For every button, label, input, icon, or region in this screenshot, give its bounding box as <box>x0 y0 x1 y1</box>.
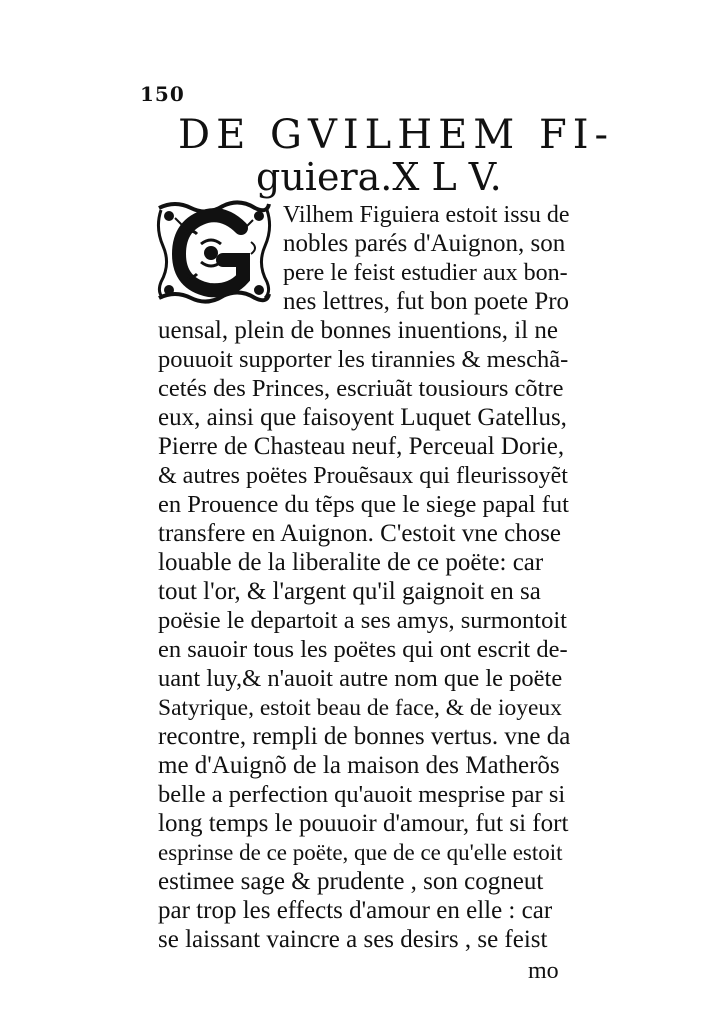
text-line: pouuoit supporter les tirannies & meschã- <box>158 346 569 373</box>
text-line: eux, ainsi que faisoyent Luquet Gatellus, <box>158 404 567 431</box>
text-line: long temps le pouuoir d'amour, fut si fort <box>158 810 569 837</box>
text-line: par trop les effects d'amour en elle : car <box>158 897 553 924</box>
text-line: en Prouence du tẽps que le siege papal fut <box>158 491 569 518</box>
ornamental-initial-g <box>155 198 273 308</box>
text-line: cetés des Princes, escriuãt tousiours cõtre <box>158 375 564 402</box>
text-line: esprinse de ce poëte, que de ce qu'elle estoit <box>158 840 563 865</box>
text-line: & autres poëtes Prouẽsaux qui fleurissoyẽt <box>158 463 568 489</box>
catchword: mo <box>528 958 559 984</box>
text-line: nes lettres, fut bon poete Pro <box>283 288 570 315</box>
text-line: Satyrique, estoit beau de face, & de ioyeux <box>158 695 562 721</box>
text-line: en sauoir tous les poëtes qui ont escrit de- <box>158 636 568 663</box>
text-line: nobles parés d'Auignon, son <box>283 230 566 257</box>
text-line: Pierre de Chasteau neuf, Perceual Dorie, <box>158 433 565 460</box>
text-line: louable de la liberalite de ce poëte: car <box>158 549 544 576</box>
text-line: tout l'or, & l'argent qu'il gaignoit en sa <box>158 578 541 605</box>
text-line: Vilhem Figuiera estoit issu de <box>283 202 570 228</box>
text-line: me d'Auignõ de la maison des Matherõs <box>158 752 560 779</box>
text-line: transfere en Auignon. C'estoit vne chose <box>158 520 562 547</box>
text-line: estimee sage & prudente , son cogneut <box>158 868 544 895</box>
ornamental-initial-icon <box>155 198 273 308</box>
page-number: 150 <box>140 82 185 106</box>
text-line: pere le feist estudier aux bon- <box>283 260 568 286</box>
text-line: poësie le departoit a ses amys, surmontoit <box>158 607 567 634</box>
text-line: se laissant vaincre a ses desirs , se feist <box>158 926 548 953</box>
text-line: belle a perfection qu'auoit mesprise par si <box>158 781 566 808</box>
chapter-title-line1: DE GVILHEM FI- <box>178 112 615 158</box>
text-line: uant luy,& n'auoit autre nom que le poëte <box>158 665 563 692</box>
chapter-title-line2: guiera.X L V. <box>256 155 502 199</box>
text-line: uensal, plein de bonnes inuentions, il ne <box>158 317 558 344</box>
text-line: recontre, rempli de bonnes vertus. vne da <box>158 723 571 750</box>
